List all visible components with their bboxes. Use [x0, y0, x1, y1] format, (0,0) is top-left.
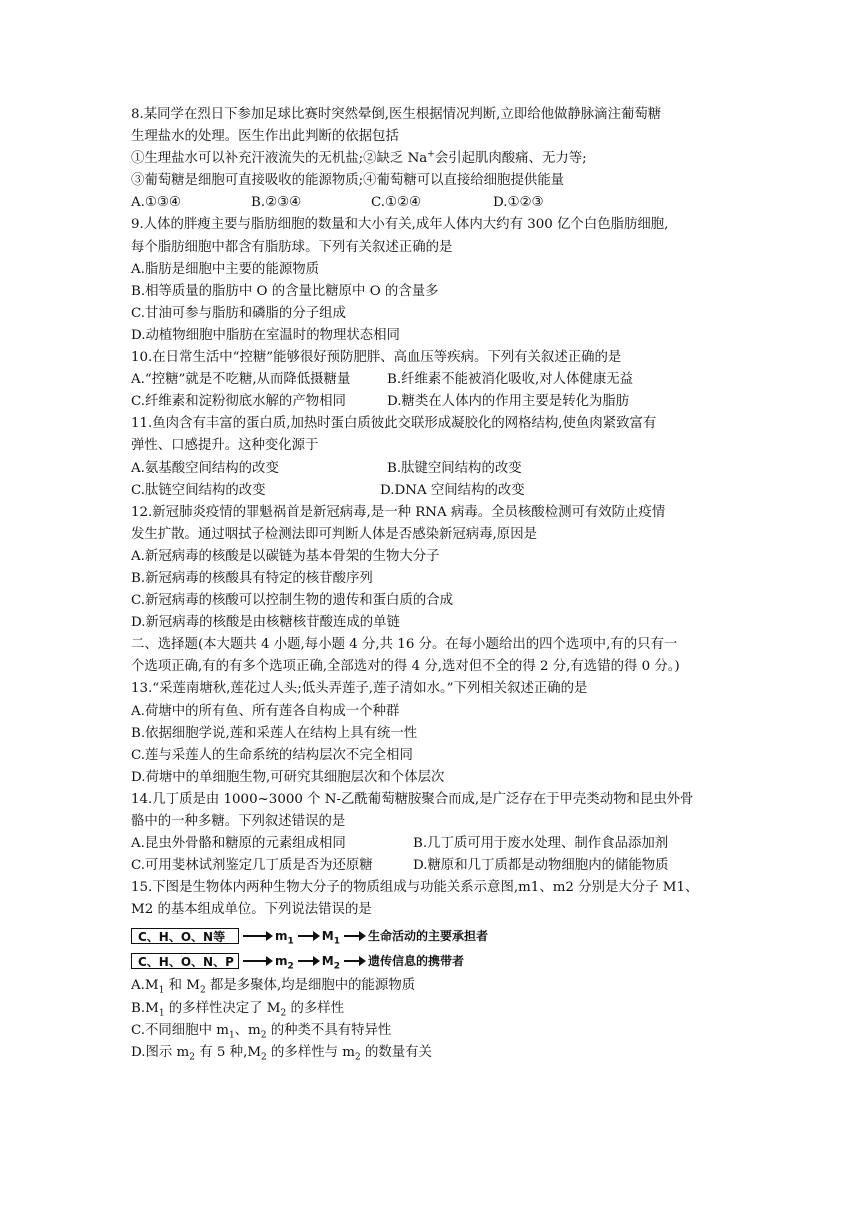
q8-statement-text: ①生理盐水可以补充汗液流失的无机盐;②缺乏 Na	[131, 151, 428, 167]
q14-stem-line1: 14.几丁质是由 1000~3000 个 N-乙酰葡萄糖胺聚合而成,是广泛存在于甲壳类动物和昆虫外骨	[131, 791, 694, 807]
q8-stem-line1: 8.某同学在烈日下参加足球比赛时突然晕倒,医生根据情况判断,立即给他做静脉滴注葡萄糖	[131, 107, 662, 122]
diagram-row-protein	[131, 926, 488, 946]
q8-option-a[interactable]: A.①③④	[131, 195, 181, 211]
function-label-2: 遗传信息的携带者	[368, 954, 465, 969]
q11-stem-line1: 11.鱼肉含有丰富的蛋白质,加热时蛋白质彼此交联形成凝胶化的网格结构,使鱼肉紧致富有	[131, 416, 657, 432]
q15-stem-line1: 15.下图是生物体内两种生物大分子的物质组成与功能关系示意图,m1、m2 分别是大分子 M1、	[131, 880, 699, 896]
q9-option-d[interactable]: D.动植物细胞中脂肪在室温时的物理状态相同	[131, 327, 400, 343]
q12-option-d[interactable]: D.新冠病毒的核酸是由核糖核苷酸连成的单链	[131, 615, 400, 631]
q13-option-b[interactable]: B.依据细胞学说,莲和采莲人在结构上具有统一性	[131, 725, 418, 741]
q14-option-c[interactable]: C.可用斐林试剂鉴定几丁质是否为还原糖	[131, 858, 373, 874]
arrow-right-icon	[298, 935, 318, 937]
q11-option-b[interactable]: B.肽键空间结构的改变	[387, 460, 522, 476]
q10-stem: 10.在日常生活中“控糖”能够很好预防肥胖、高血压等疾病。下列有关叙述正确的是	[131, 350, 622, 366]
q10-options-cd	[131, 391, 731, 413]
q8-stem-line2: 生理盐水的处理。医生作出此判断的依据包括	[131, 129, 399, 145]
q12-option-b[interactable]: B.新冠病毒的核酸具有特定的核苷酸序列	[131, 570, 373, 586]
q14-options-ab	[131, 833, 731, 855]
arrow-right-icon	[344, 935, 364, 937]
q13-option-d[interactable]: D.荷塘中的单细胞生物,可研究其细胞层次和个体层次	[131, 769, 445, 785]
q15-option-d[interactable]: D.图示 $m_2$ 有 5 种$,M_2$ 的多样性与 $m_2$ 的数量有关	[131, 1044, 432, 1063]
q8-options	[131, 192, 731, 214]
q8-option-c[interactable]: C.①②④	[371, 195, 422, 211]
q14-option-b[interactable]: B.几丁质可用于废水处理、制作食品添加剂	[413, 836, 669, 852]
q14-option-d[interactable]: D.糖原和几丁质都是动物细胞内的储能物质	[413, 858, 669, 874]
unit-m1: $m_1$	[275, 929, 294, 947]
q10-option-a[interactable]: A.“控糖”就是不吃糖,从而降低摄糖量	[131, 372, 351, 388]
q14-options-cd	[131, 855, 731, 877]
q15-option-c[interactable]: C.不同细胞中 $m_1$、$m_2$ 的种类不具有特异性	[131, 1022, 392, 1041]
section2-heading-line2: 个选项正确,有的有多个选项正确,全部选对的得 4 分,选对但不全的得 2 分,有选错的得 0 分。)	[131, 659, 680, 675]
macromolecule-diagram	[131, 923, 731, 973]
q11-option-a[interactable]: A.氨基酸空间结构的改变	[131, 460, 279, 476]
q12-stem-line1: 12.新冠肺炎疫情的罪魁祸首是新冠病毒,是一种 RNA 病毒。全员核酸检测可有效防止疫情	[131, 504, 666, 520]
q8-statement-line2: ③葡萄糖是细胞可直接吸收的能源物质;④葡萄糖可以直接给细胞提供能量	[131, 173, 565, 189]
q8-option-d[interactable]: D.①②③	[493, 195, 544, 211]
q10-option-c[interactable]: C.纤维素和淀粉彻底水解的产物相同	[131, 394, 346, 410]
unit-m2: $m_2$	[275, 954, 294, 972]
q15-option-b[interactable]: $B.M_1$ 的多样性决定了 $M_2$ 的多样性	[131, 1000, 345, 1019]
q10-option-b[interactable]: B.纤维素不能被消化吸收,对人体健康无益	[387, 372, 633, 388]
q13-option-a[interactable]: A.荷塘中的所有鱼、所有莲各自构成一个种群	[131, 703, 400, 719]
q8-option-b[interactable]: B.②③④	[251, 195, 302, 211]
q8-statement-text: 会引起肌肉酸痛、无力等;	[434, 151, 587, 167]
q11-option-d[interactable]: D.DNA 空间结构的改变	[380, 482, 525, 498]
q9-stem-line2: 每个脂肪细胞中都含有脂肪球。下列有关叙述正确的是	[131, 239, 453, 255]
q11-stem-line2: 弹性、口感提升。这种变化源于	[131, 438, 319, 454]
question-content	[131, 104, 731, 1064]
q13-option-c[interactable]: C.莲与采莲人的生命系统的结构层次不完全相同	[131, 747, 413, 763]
q9-option-b[interactable]: B.相等质量的脂肪中 O 的含量比糖原中 O 的含量多	[131, 283, 439, 299]
q11-option-c[interactable]: C.肽链空间结构的改变	[131, 482, 266, 498]
arrow-right-icon	[344, 960, 364, 962]
function-label-1: 生命活动的主要承担者	[368, 929, 489, 944]
q10-options-ab	[131, 369, 731, 391]
element-box-2: C、H、O、N、P	[131, 953, 239, 969]
q14-stem-line2: 骼中的一种多糖。下列叙述错误的是	[131, 814, 346, 829]
macro-M2: $M_2$	[321, 954, 340, 972]
q11-options-ab	[131, 458, 731, 480]
q9-option-c[interactable]: C.甘油可参与脂肪和磷脂的分子组成	[131, 305, 346, 321]
q12-option-a[interactable]: A.新冠病毒的核酸是以碳链为基本骨架的生物大分子	[131, 548, 440, 564]
q9-option-a[interactable]: A.脂肪是细胞中主要的能源物质	[131, 261, 320, 277]
section2-heading-line1: 二、选择题(本大题共 4 小题,每小题 4 分,共 16 分。在每小题给出的四个选项中,有的只有一	[131, 637, 678, 653]
q12-stem-line2: 发生扩散。通过咽拭子检测法即可判断人体是否感染新冠病毒,原因是	[131, 526, 537, 542]
q15-stem-line2: M2 的基本组成单位。下列说法错误的是	[131, 902, 372, 918]
arrow-right-icon	[243, 960, 271, 962]
arrow-right-icon	[243, 935, 271, 937]
diagram-row-nucleic-acid	[131, 951, 464, 971]
macro-M1: $M_1$	[321, 929, 340, 947]
arrow-right-icon	[298, 960, 318, 962]
q15-option-a[interactable]: $A.M_1$ 和 $M_2$ 都是多聚体,均是细胞中的能源物质	[131, 978, 416, 997]
q10-option-d[interactable]: D.糖类在人体内的作用主要是转化为脂肪	[387, 394, 630, 410]
sodium-charge: +	[427, 149, 435, 160]
q13-stem: 13.“采莲南塘秋,莲花过人头;低头弄莲子,莲子清如水。”下列相关叙述正确的是	[131, 681, 588, 697]
q14-option-a[interactable]: A.昆虫外骨骼和糖原的元素组成相同	[131, 836, 346, 852]
element-box-1: C、H、O、N等	[131, 928, 239, 944]
q8-statement-line1	[131, 148, 731, 170]
q11-options-cd	[131, 480, 731, 502]
q9-stem-line1: 9.人体的胖瘦主要与脂肪细胞的数量和大小有关,成年人体内大约有 300 亿个白色脂肪细胞,	[131, 217, 669, 233]
q12-option-c[interactable]: C.新冠病毒的核酸可以控制生物的遗传和蛋白质的合成	[131, 593, 454, 609]
